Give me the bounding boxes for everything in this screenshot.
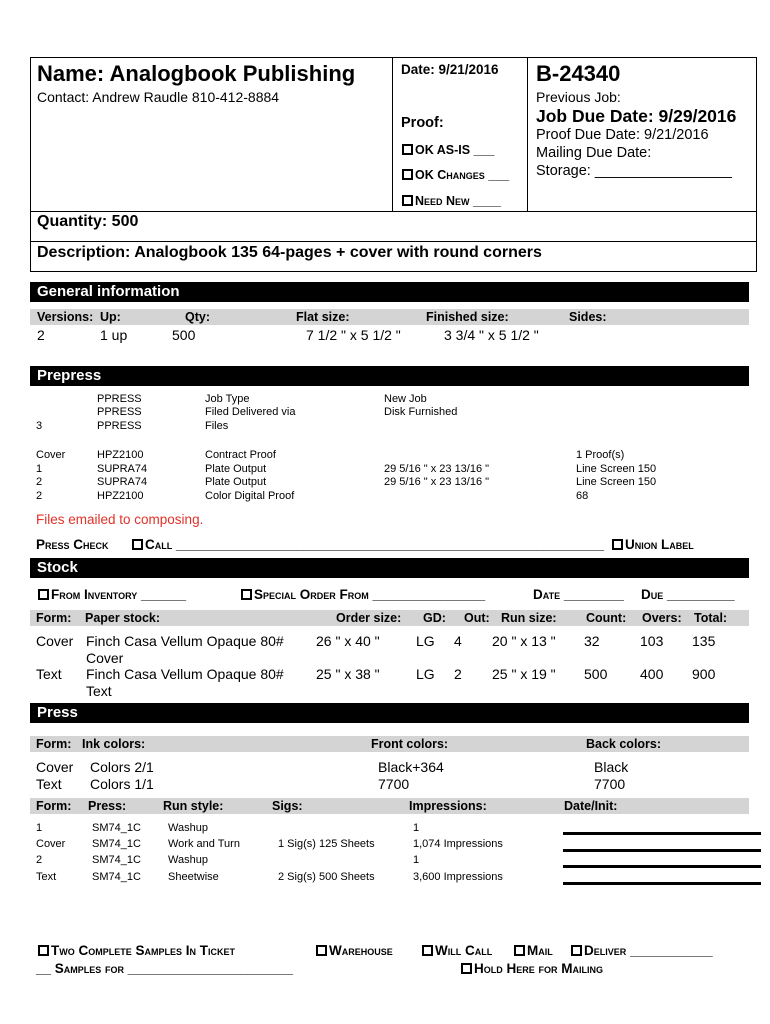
from-inventory-option[interactable] [38,587,186,602]
checkbox-icon [38,945,49,956]
hold-here-label: Hold Here for Mailing [474,961,603,976]
col-overs: Overs: [642,611,682,625]
run-press: SM74_1C [92,854,141,866]
will-call-label: Will Call [435,943,493,958]
col-flat-size: Flat size: [296,310,350,324]
col-form: Form: [36,611,72,625]
paper-stock-type: Text [86,683,112,699]
general-info-columns [30,309,749,325]
col-form: Form: [36,799,72,813]
col-form: Form: [36,737,72,751]
prepress-task: Filed Delivered via [205,406,296,418]
stock-columns [30,610,749,626]
col-order-size: Order size: [336,611,402,625]
checkbox-icon [132,539,143,550]
mail-option[interactable] [514,943,553,958]
col-ink-colors: Ink colors: [82,737,146,751]
out-value: 4 [454,633,462,649]
ok-changes-label: OK Changes ___ [415,168,510,182]
col-sigs: Sigs: [272,799,303,813]
prepress-note: 1 Proof(s) [576,449,625,461]
mail-label: Mail [527,943,553,958]
ok-as-is-option[interactable] [402,143,494,157]
order-size: 26 " x 40 " [316,633,380,649]
versions-value: 2 [37,327,45,343]
union-label-option[interactable] [612,537,694,552]
customer-name: Name: Analogbook Publishing [37,61,356,86]
samples-for: __ Samples for ______________________ [36,961,293,976]
count-value: 32 [584,633,600,649]
col-back-colors: Back colors: [586,737,662,751]
checkbox-icon [38,589,49,600]
need-new-label: Need New ____ [415,194,501,208]
total-value: 135 [692,633,716,649]
prepress-form: 2 [36,490,43,502]
gd-value: LG [416,666,435,682]
checkbox-icon [514,945,525,956]
stock-due: Due _________ [641,587,735,602]
checkbox-icon [612,539,623,550]
stock-form: Text [36,666,62,682]
deliver-option[interactable] [571,943,713,958]
quantity: Quantity: 500 [37,213,139,230]
up-value: 1 up [100,327,128,343]
run-impressions: 1 [413,822,420,834]
storage-field: Storage: _________________ [536,163,732,179]
col-up: Up: [100,310,121,324]
general-info-header: General information [30,282,749,302]
stock-form: Cover [36,633,74,649]
run-size: 20 " x 13 " [492,633,556,649]
prepress-detail: 29 5/16 " x 23 13/16 " [384,476,490,488]
run-form: 1 [36,822,43,834]
run-style: Washup [168,822,208,834]
warehouse-option[interactable] [316,943,393,958]
prepress-department: SUPRA74 [97,463,148,475]
col-impressions: Impressions: [409,799,487,813]
prepress-department: PPRESS [97,420,142,432]
prepress-task: Job Type [205,393,250,405]
flat-size-value: 7 1/2 " x 5 1/2 " [306,327,401,343]
union-label: Union Label [625,537,694,552]
signature-line [563,832,761,835]
will-call-option[interactable] [422,943,492,958]
contact-line: Contact: Andrew Raudle 810-412-8884 [37,89,280,105]
gd-value: LG [416,633,435,649]
col-gd: GD: [423,611,446,625]
description: Description: Analogbook 135 64-pages + cover with round corners [37,244,542,261]
total-value: 900 [692,666,716,682]
job-due-date: Job Due Date: 9/29/2016 [536,106,737,126]
need-new-option[interactable] [402,194,501,208]
two-samples-option[interactable] [38,943,235,958]
run-form: 2 [36,854,43,866]
checkbox-icon [422,945,433,956]
press-check: Press Check [36,537,109,552]
checkbox-icon [241,589,252,600]
signature-line [563,882,761,885]
run-impressions: 3,600 Impressions [413,871,503,883]
checkbox-icon [402,195,413,206]
col-run-style: Run style: [163,799,224,813]
prepress-task: Color Digital Proof [205,490,295,502]
prepress-form: 2 [36,476,43,488]
prepress-note: 68 [576,490,589,502]
stock-header: Stock [30,558,749,578]
checkbox-icon [461,963,472,974]
checkbox-icon [402,169,413,180]
signature-line [563,849,761,852]
run-press: SM74_1C [92,871,141,883]
run-sigs: 1 Sig(s) 125 Sheets [278,838,375,850]
prepress-department: PPRESS [97,406,142,418]
deliver-label: Deliver ___________ [584,943,713,958]
col-paper-stock: Paper stock: [85,611,161,625]
prepress-detail: Disk Furnished [384,406,458,418]
ok-as-is-label: OK AS-IS ___ [415,143,495,157]
files-note: Files emailed to composing. [36,512,204,527]
previous-job: Previous Job: [536,89,621,105]
prepress-header: Prepress [30,366,749,386]
proof-label: Proof: [401,115,444,131]
col-versions: Versions: [37,310,94,324]
prepress-form: Cover [36,449,66,461]
run-sigs: 2 Sig(s) 500 Sheets [278,871,375,883]
prepress-department: PPRESS [97,393,142,405]
prepress-task: Plate Output [205,476,267,488]
run-impressions: 1,074 Impressions [413,838,503,850]
col-front-colors: Front colors: [371,737,449,751]
prepress-department: SUPRA74 [97,476,148,488]
run-form: Cover [36,838,66,850]
ink-colors: Colors 2/1 [90,759,154,775]
prepress-task: Files [205,420,229,432]
from-inventory-label: From Inventory ______ [51,587,187,602]
prepress-task: Plate Output [205,463,267,475]
quantity-box [30,211,757,242]
col-count: Count: [586,611,627,625]
col-out: Out: [464,611,490,625]
prepress-form: 1 [36,463,43,475]
special-order-label: Special Order From _______________ [254,587,486,602]
back-colors: Black [594,759,629,775]
checkbox-icon [571,945,582,956]
prepress-form: 3 [36,420,43,432]
col-total: Total: [694,611,728,625]
prepress-note: Line Screen 150 [576,476,657,488]
prepress-department: HPZ2100 [97,449,144,461]
ink-colors: Colors 1/1 [90,776,154,792]
warehouse-label: Warehouse [329,943,393,958]
two-samples-label: Two Complete Samples In Ticket [51,943,235,958]
front-colors: 7700 [378,776,410,792]
ok-changes-option[interactable] [402,168,509,182]
special-order-option[interactable] [241,587,485,602]
col-run-size: Run size: [501,611,557,625]
prepress-detail: New Job [384,393,427,405]
run-size: 25 " x 19 " [492,666,556,682]
col-press: Press: [88,799,127,813]
front-colors: Black+364 [378,759,444,775]
overs-value: 103 [640,633,664,649]
order-size: 25 " x 38 " [316,666,380,682]
ink-form: Cover [36,759,74,775]
run-style: Work and Turn [168,838,240,850]
run-style: Sheetwise [168,871,219,883]
checkbox-icon [316,945,327,956]
mailing-due-date: Mailing Due Date: [536,145,652,161]
paper-stock-type: Cover [86,650,124,666]
prepress-department: HPZ2100 [97,490,144,502]
run-form: Text [36,871,57,883]
job-date: Date: 9/21/2016 [401,62,499,77]
paper-stock: Finch Casa Vellum Opaque 80# [86,666,284,682]
paper-stock: Finch Casa Vellum Opaque 80# [86,633,284,649]
press-header: Press [30,703,749,723]
col-finished-size: Finished size: [426,310,509,324]
run-impressions: 1 [413,854,420,866]
overs-value: 400 [640,666,664,682]
proof-due-date: Proof Due Date: 9/21/2016 [536,127,709,143]
hold-here-option[interactable] [461,961,603,976]
out-value: 2 [454,666,462,682]
ink-form: Text [36,776,62,792]
run-press: SM74_1C [92,822,141,834]
qty-value: 500 [172,327,196,343]
run-press: SM74_1C [92,838,141,850]
prepress-detail: 29 5/16 " x 23 13/16 " [384,463,490,475]
ink-columns [30,736,749,752]
stock-date: Date ________ [533,587,624,602]
prepress-task: Contract Proof [205,449,276,461]
run-style: Washup [168,854,208,866]
call-label: Call _________________________________________________________ [145,537,604,552]
col-date-init: Date/Init: [564,799,618,813]
prepress-note: Line Screen 150 [576,463,657,475]
job-number: B-24340 [536,61,621,86]
col-qty: Qty: [185,310,210,324]
header-date-column [392,57,528,212]
run-columns [30,798,749,814]
col-sides: Sides: [569,310,607,324]
call-option[interactable] [132,537,604,552]
finished-size-value: 3 3/4 " x 5 1/2 " [444,327,539,343]
checkbox-icon [402,144,413,155]
count-value: 500 [584,666,608,682]
back-colors: 7700 [594,776,626,792]
signature-line [563,865,761,868]
